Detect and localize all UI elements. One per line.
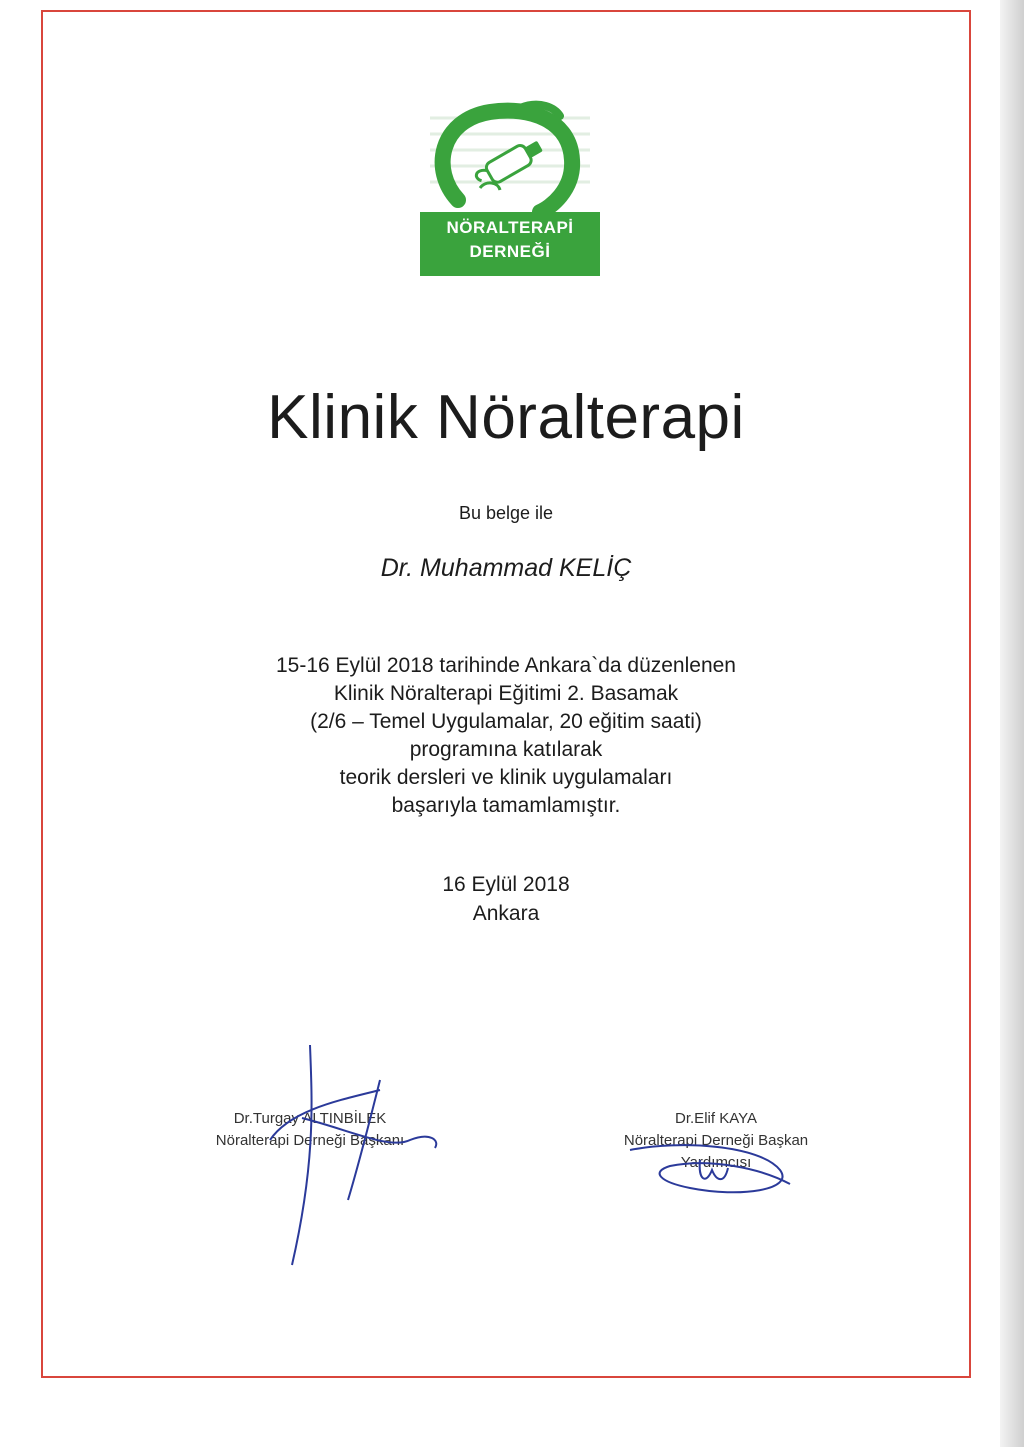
certificate-title: Klinik Nöralterapi xyxy=(267,383,745,452)
signatory-role: Nöralterapi Derneği Başkan xyxy=(623,1132,809,1149)
signatory-role-continued: Yardımcısı xyxy=(680,1154,752,1171)
issue-date: 16 Eylül 2018 xyxy=(442,873,570,896)
body-line: (2/6 – Temel Uygulamalar, 20 eğitim saati) xyxy=(310,710,702,733)
certificate-body xyxy=(41,652,971,820)
body-line: başarıyla tamamlamıştır. xyxy=(391,794,621,817)
recipient-name: Dr. Muhammad KELİÇ xyxy=(380,554,632,582)
certificate-intro: Bu belge ile xyxy=(458,503,554,523)
body-line: teorik dersleri ve klinik uygulamaları xyxy=(339,766,673,789)
signature-vice-president xyxy=(620,1110,820,1210)
hand-with-bottle-icon xyxy=(420,100,600,220)
logo-text-line1: NÖRALTERAPİ xyxy=(446,218,574,237)
scan-edge-shadow xyxy=(1000,0,1024,1447)
signature-president xyxy=(230,1040,470,1280)
signatory-name: Dr.Turgay ALTINBİLEK xyxy=(233,1110,387,1127)
date-place-block xyxy=(41,870,971,928)
signatory-name: Dr.Elif KAYA xyxy=(675,1110,757,1127)
association-logo xyxy=(420,100,600,278)
body-line: 15-16 Eylül 2018 tarihinde Ankara`da düzenlenen xyxy=(275,654,736,677)
issue-place: Ankara xyxy=(472,902,540,925)
logo-text-line2: DERNEĞİ xyxy=(469,242,551,261)
signatory-role: Nöralterapi Derneği Başkanı xyxy=(215,1132,405,1149)
body-line: Klinik Nöralterapi Eğitimi 2. Basamak xyxy=(333,682,679,705)
body-line: programına katılarak xyxy=(409,738,603,761)
